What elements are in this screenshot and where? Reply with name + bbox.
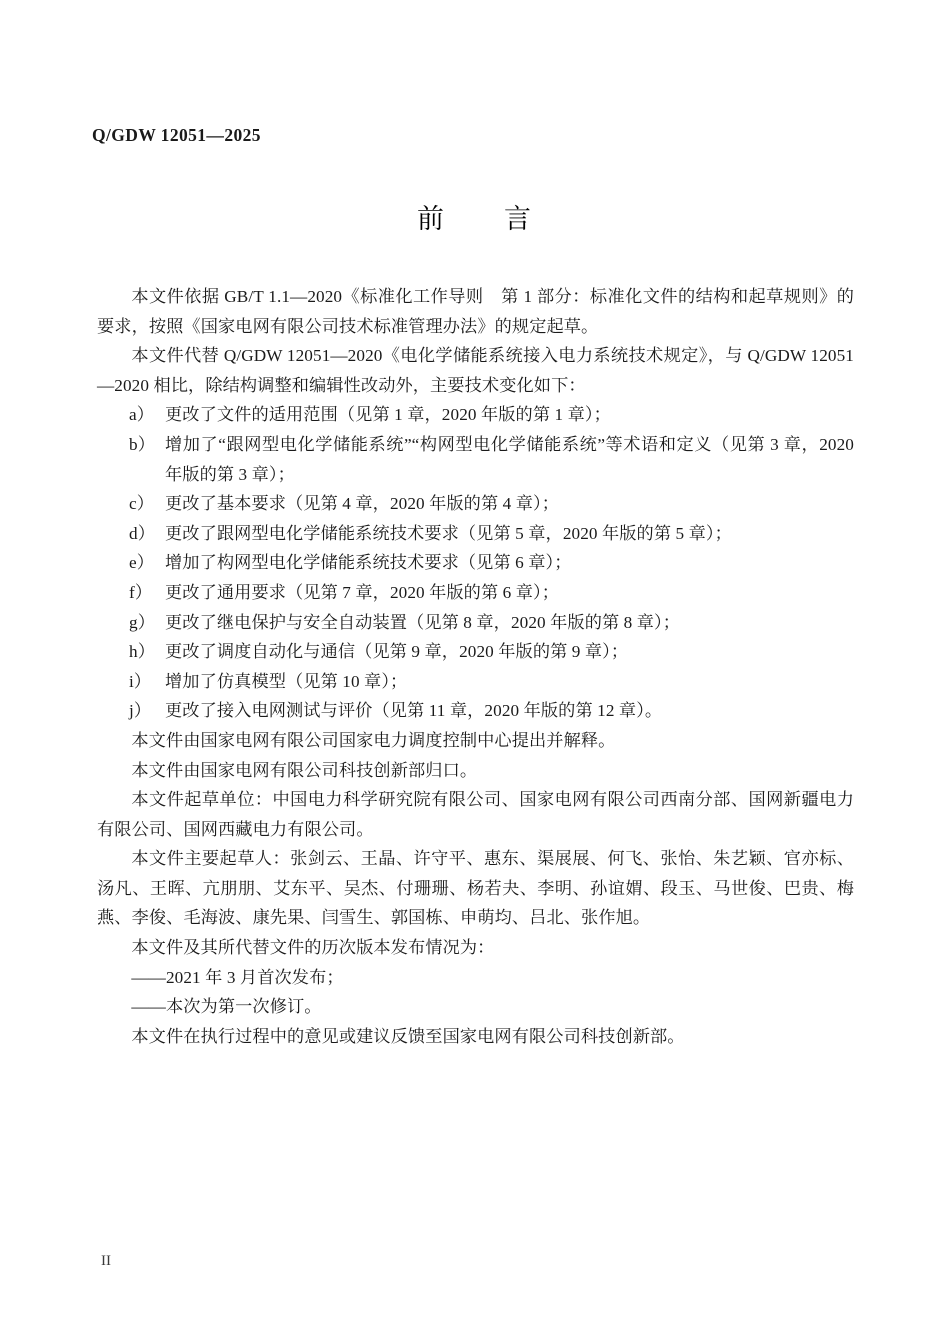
- paragraph-drafting-units: 本文件起草单位：中国电力科学研究院有限公司、国家电网有限公司西南分部、国网新疆电力有限公司、国网西藏电力有限公司。: [97, 790, 854, 839]
- paragraph-feedback: 本文件在执行过程中的意见或建议反馈至国家电网有限公司科技创新部。: [131, 1026, 685, 1046]
- list-item: [97, 430, 854, 489]
- list-marker: i）: [129, 671, 152, 691]
- list-marker: g）: [129, 612, 155, 632]
- list-marker: a）: [129, 405, 155, 425]
- paragraph-proposer: 本文件由国家电网有限公司国家电力调度控制中心提出并解释。: [131, 730, 616, 750]
- list-item-text: 更改了文件的适用范围（见第 1 章，2020 年版的第 1 章）；: [165, 405, 611, 425]
- list-marker: c）: [129, 494, 155, 514]
- list-marker: e）: [129, 553, 155, 573]
- list-item: [97, 489, 854, 519]
- changes-list: [97, 400, 854, 726]
- list-item-text: 增加了“跟网型电化学储能系统”“构网型电化学储能系统”等术语和定义（见第 3 章，2020 年版的第 3 章）；: [165, 434, 854, 484]
- list-item-text: 更改了通用要求（见第 7 章，2020 年版的第 6 章）；: [165, 582, 560, 602]
- list-item-text: 更改了接入电网测试与评价（见第 11 章，2020 年版的第 12 章）。: [165, 701, 663, 721]
- list-item: [97, 637, 854, 667]
- list-item-text: 增加了仿真模型（见第 10 章）；: [165, 671, 408, 691]
- paragraph-replaces: 本文件代替 Q/GDW 12051—2020《电化学储能系统接入电力系统技术规定》，与 Q/GDW 12051—2020 相比，除结构调整和编辑性改动外，主要技术变化如下：: [97, 346, 854, 395]
- list-item: [97, 400, 854, 430]
- standard-number-header: Q/GDW 12051—2025: [92, 125, 261, 145]
- paragraph-basis: 本文件依据 GB/T 1.1—2020《标准化工作导则 第 1 部分：标准化文件的结构和起草规则》的要求，按照《国家电网有限公司技术标准管理办法》的规定起草。: [97, 287, 854, 336]
- history-entry-revision: ——本次为第一次修订。: [131, 997, 322, 1017]
- paragraph-drafters: 本文件主要起草人：张剑云、王晶、许守平、惠东、渠展展、何飞、张怡、朱艺颖、官亦标、汤凡、王晖、亢朋朋、艾东平、吴杰、付珊珊、杨若夬、李明、孙谊媦、段玉、马世俊、巴贵、梅燕、李俊、毛海波、康先果、闫雪生、郭国栋、申萌均、吕北、张作旭。: [97, 849, 854, 928]
- list-item: [97, 578, 854, 608]
- paragraph-administrator: 本文件由国家电网有限公司科技创新部归口。: [131, 760, 478, 780]
- history-entry-first-release: ——2021 年 3 月首次发布；: [131, 967, 344, 987]
- paragraph-history-intro: 本文件及其所代替文件的历次版本发布情况为：: [131, 938, 495, 958]
- list-marker: j）: [129, 701, 152, 721]
- list-item: [97, 696, 854, 726]
- list-item-text: 增加了构网型电化学储能系统技术要求（见第 6 章）；: [165, 553, 572, 573]
- list-item: [97, 608, 854, 638]
- list-item: [97, 667, 854, 697]
- list-item-text: 更改了跟网型电化学储能系统技术要求（见第 5 章，2020 年版的第 5 章）；: [165, 523, 732, 543]
- list-item: [97, 548, 854, 578]
- list-marker: b）: [129, 434, 155, 454]
- list-item-text: 更改了基本要求（见第 4 章，2020 年版的第 4 章）；: [165, 494, 560, 514]
- list-marker: f）: [129, 582, 153, 602]
- list-item: [97, 519, 854, 549]
- list-marker: h）: [129, 642, 155, 662]
- page-title: 前 言: [417, 204, 533, 234]
- list-item-text: 更改了继电保护与安全自动装置（见第 8 章，2020 年版的第 8 章）；: [165, 612, 681, 632]
- list-item-text: 更改了调度自动化与通信（见第 9 章，2020 年版的第 9 章）；: [165, 642, 629, 662]
- foreword-body: [97, 282, 854, 1051]
- list-marker: d）: [129, 523, 155, 543]
- page-number: II: [101, 1253, 111, 1269]
